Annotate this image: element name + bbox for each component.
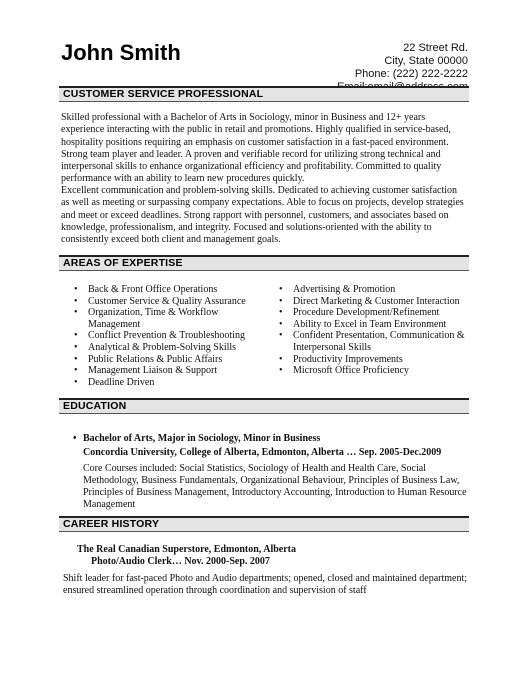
address-line-1: 22 Street Rd. — [403, 42, 468, 54]
school-line: Concordia University, College of Alberta, Edmonton, Alberta … Sep. 2005-Dec.2009 — [83, 447, 442, 459]
section-bar-career — [59, 516, 469, 532]
section-bar-title — [59, 86, 469, 102]
expertise-list-left — [72, 284, 262, 388]
summary-paragraph-1: Skilled professional with a Bachelor of Arts in Sociology, minor in Business and 12+ years experience interacting with the public in retail and promotions. Highly qualified in service-based, hospitality positions requiring an emphasis on customer satisfaction in a fast-paced environment. Strong team player and leader. A proven and verifiable record for utilizing strong technical and interpersonal skills to enhance organizational efficiency and profitability. Committed to quality performance with an ability to learn new procedures quickly. — [61, 112, 451, 185]
list-item: • Microsoft Office Proficiency — [277, 365, 477, 377]
phone-number: Phone: (222) 222-2222 — [354, 68, 468, 80]
list-item: • Back & Front Office Operations — [72, 284, 262, 296]
role-line: Photo/Audio Clerk… Nov. 2000-Sep. 2007 — [91, 556, 270, 568]
address-line-2: City, State 00000 — [384, 55, 468, 67]
list-item: • Ability to Excel in Team Environment — [277, 319, 477, 331]
list-item: • Deadline Driven — [72, 377, 262, 389]
degree-line — [61, 433, 471, 445]
degree-title: Bachelor of Arts, Major in Sociology, Minor in Business — [83, 433, 321, 444]
list-item: • Procedure Development/Refinement — [277, 307, 477, 319]
professional-title: CUSTOMER SERVICE PROFESSIONAL — [63, 88, 264, 100]
core-courses: Core Courses included: Social Statistics, Sociology of Health and Health Care, Social Methodology, Business Fundamentals, Organizational Behaviour, Principles of Business Law, Principles of Business Management, Introductory Accounting, Introduction to Human Resource Management — [83, 462, 467, 511]
section-bar-education — [59, 398, 469, 414]
duties-text: Shift leader for fast-paced Photo and Audio departments; opened, closed and maintained department; ensured streamlined operation through coordination and supervision of staff — [63, 572, 468, 596]
bullet-icon: • — [73, 433, 77, 444]
list-item: • Conflict Prevention & Troubleshooting — [72, 330, 262, 342]
career-heading: CAREER HISTORY — [63, 518, 160, 530]
list-item: • Productivity Improvements — [277, 354, 477, 366]
list-item: • Public Relations & Public Affairs — [72, 354, 262, 366]
candidate-name: John Smith — [61, 40, 181, 65]
education-entry — [61, 433, 471, 512]
employer-line: The Real Canadian Superstore, Edmonton, Alberta — [77, 544, 297, 555]
list-item: • Confident Presentation, Communication & Interpersonal Skills — [277, 330, 477, 353]
summary-paragraph-2: Excellent communication and problem-solving skills. Dedicated to achieving customer satisfaction as well as meeting or surpassing company expectations. Able to focus on projects, develop strategies and meet or exceed deadlines. Strong rapport with personnel, customers, and associates based on knowledge, professionalism, and integrity. Focused and solutions-oriented with the ability to consistently exceed both client and management goals. — [61, 185, 464, 246]
expertise-list-right — [277, 284, 477, 377]
list-item: • Organization, Time & Workflow Management — [72, 307, 262, 330]
list-item: • Advertising & Promotion — [277, 284, 477, 296]
list-item: • Direct Marketing & Customer Interaction — [277, 296, 477, 308]
career-entry — [61, 544, 471, 597]
education-heading: EDUCATION — [63, 400, 127, 412]
expertise-heading: AREAS OF EXPERTISE — [63, 257, 183, 269]
list-item: • Management Liaison & Support — [72, 365, 262, 377]
section-bar-expertise — [59, 255, 469, 271]
list-item: • Analytical & Problem-Solving Skills — [72, 342, 262, 354]
list-item: • Customer Service & Quality Assurance — [72, 296, 262, 308]
